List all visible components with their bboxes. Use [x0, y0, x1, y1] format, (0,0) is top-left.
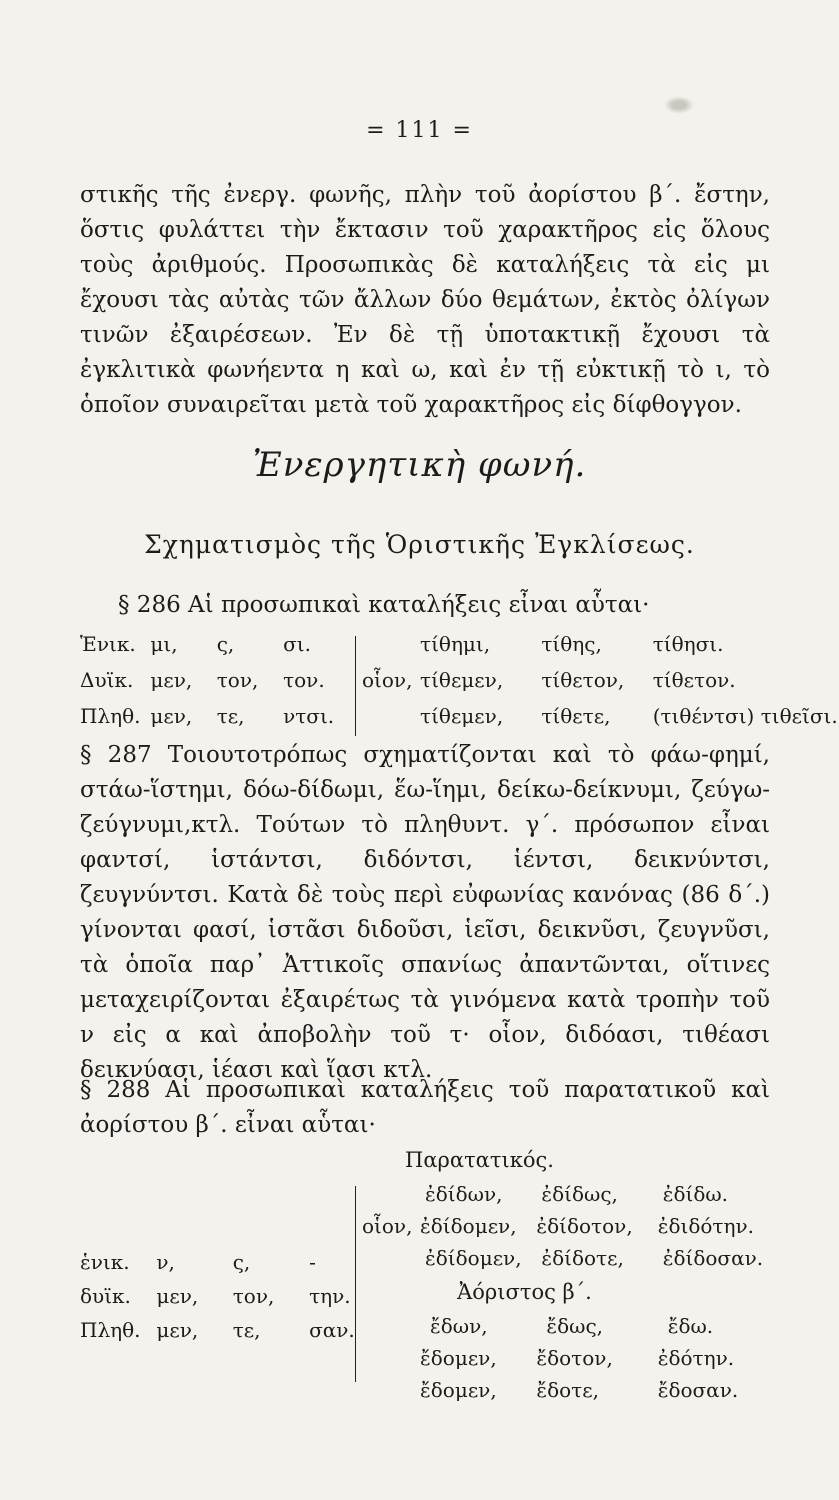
verb-form: ἐδίδοσαν. [662, 1246, 764, 1270]
verb-form: τίθημι, [420, 632, 491, 656]
verb-form: ἔδως, [546, 1314, 603, 1338]
table-row [80, 1318, 355, 1342]
verb-form: ἐδότην. [657, 1346, 735, 1370]
verb-form: ἔδω. [667, 1314, 714, 1338]
verb-form: τίθεμεν, [420, 668, 504, 692]
table-row [420, 1346, 734, 1370]
section-heading: Ἐνεργητικὴ φωνή. [252, 445, 587, 485]
table-row [80, 632, 311, 656]
verb-form: ἐδίδοτον, [536, 1214, 633, 1238]
verb-form: ἔδοσαν. [657, 1378, 739, 1402]
number-label: ἑνικ. [80, 1250, 130, 1274]
ending: τον, [232, 1284, 275, 1308]
verb-form: τίθετε, [541, 704, 611, 728]
ending: τε, [232, 1318, 261, 1342]
paragraph-286: § 286 Αἱ προσωπικαὶ καταλήξεις εἶναι αὗται· [118, 592, 650, 618]
verb-form: ἐδίδοτε, [541, 1246, 624, 1270]
ending: μεν, [150, 704, 193, 728]
table-row [80, 1250, 316, 1274]
ending: τε, [216, 704, 245, 728]
verb-form: ἔδοτον, [536, 1346, 613, 1370]
ink-smudge [664, 96, 694, 114]
ending: - [309, 1250, 316, 1274]
verb-form: τίθεμεν, [420, 704, 504, 728]
verb-form: ἔδομεν, [420, 1346, 497, 1370]
table-row [80, 1284, 351, 1308]
verb-form: τίθης, [541, 632, 602, 656]
ending: μεν, [156, 1318, 199, 1342]
number-label: Πληθ. [80, 704, 141, 728]
verb-form: ἐδιδότην. [657, 1214, 754, 1238]
ending: μι, [150, 632, 178, 656]
ending: τον. [283, 668, 325, 692]
verb-form: (τιθέντσι) τιθεῖσι. [652, 704, 838, 728]
verb-form: ἔδομεν, [420, 1378, 497, 1402]
verb-form: τίθησι. [652, 632, 724, 656]
verb-form: ἐδίδως, [541, 1182, 618, 1206]
table-row [420, 1378, 738, 1402]
ending: τον, [216, 668, 259, 692]
intro-paragraph: στικῆς τῆς ἐνεργ. φωνῆς, πλὴν τοῦ ἀορίστου β΄. ἔστην, ὅστις φυλάττει τὴν ἔκτασιν τοῦ χαρακτῆρος εἰς ὅλους τοὺς ἀριθμούς. Προσωπικὰς δὲ καταλήξεις τὰ εἰς μι ἔχουσι τὰς αὐτὰς τῶν ἄλλων δύο θεμάτων, ἐκτὸς ὀλίγων τινῶν ἐξαιρέσεων. Ἐν δὲ τῇ ὑποτακτικῇ ἔχουσι τὰ ἐγκλιτικὰ φωνήεντα η καὶ ω, καὶ ἐν τῇ εὐκτικῇ τὸ ι, τὸ ὁποῖον συναιρεῖται μετὰ τοῦ χαρακτῆρος εἰς δίφθογγον. [80, 182, 770, 418]
verb-form: ἔδων, [430, 1314, 488, 1338]
table-row [80, 704, 334, 728]
ending: μεν, [150, 668, 193, 692]
ending: την. [309, 1284, 351, 1308]
table-row [420, 704, 838, 728]
ending: ς, [216, 632, 235, 656]
ending: σι. [283, 632, 311, 656]
ending: μεν, [156, 1284, 199, 1308]
section-subheading: Σχηματισμὸς τῆς Ὁριστικῆς Ἐγκλίσεως. [144, 530, 695, 559]
paragraph-287: § 287 Τοιουτοτρόπως σχηματίζονται καὶ τὸ φάω-φημί, στάω-ἵστημι, δόω-δίδωμι, ἕω-ἵημι, δείκω-δείκνυμι, ζεύγω-ζεύγνυμι,κτλ. Τούτων τὸ πληθυντ. γ΄. πρόσωπον εἶναι φαντσί, ἱστάντσι, διδόντσι, ἱέντσι, δεικνύντσι, ζευγνύντσι. Κατὰ δὲ τοὺς περὶ εὐφωνίας κανόνας (86 δ΄.) γίνονται φασί, ἱστᾶσι διδοῦσι, ἱεῖσι, δεικνῦσι, ζευγνῦσι, τὰ ὁποῖα παρ᾽ Ἀττικοῖς σπανίως ἀπαντῶνται, οἵτινες μεταχειρίζονται ἐξαιρέτως τὰ γινόμενα κατὰ τροπὴν τοῦ ν εἰς α καὶ ἀποβολὴν τοῦ τ· οἷον, διδόασι, τιθέασι δεικνύασι, ἱέασι καὶ ἵασι κτλ. [80, 742, 770, 1083]
table-row [430, 1314, 713, 1338]
aorist-title: Ἀόριστος β΄. [457, 1280, 592, 1304]
ending: ντσι. [283, 704, 335, 728]
verb-form: τίθετον, [541, 668, 625, 692]
ending: ν, [156, 1250, 175, 1274]
verb-form: ἐδίδω. [662, 1182, 729, 1206]
table-row [425, 1182, 728, 1206]
table-row [80, 668, 325, 692]
example-prefix: οἷον, [362, 1214, 413, 1238]
example-prefix: οἷον, [362, 668, 413, 692]
table-row [420, 668, 736, 692]
number-label: Ἑνικ. [80, 632, 136, 656]
brace-divider [355, 1186, 356, 1382]
verb-form: ἐδίδων, [425, 1182, 503, 1206]
ending: σαν. [309, 1318, 355, 1342]
number-label: Πληθ. [80, 1318, 141, 1342]
imperfect-title: Παρατατικός. [405, 1148, 554, 1172]
table-row [420, 632, 724, 656]
brace-divider [355, 636, 356, 736]
table-row [420, 1214, 754, 1238]
number-label: Δυϊκ. [80, 668, 134, 692]
verb-form: τίθετον. [652, 668, 736, 692]
verb-form: ἐδίδομεν, [420, 1214, 517, 1238]
number-label: δυϊκ. [80, 1284, 131, 1308]
paragraph-288: § 288 Αἱ προσωπικαὶ καταλήξεις τοῦ παρατατικοῦ καὶ ἀορίστου β΄. εἶναι αὗται· [80, 1077, 770, 1138]
table-row [425, 1246, 763, 1270]
verb-form: ἔδοτε, [536, 1378, 599, 1402]
ending: ς, [232, 1250, 251, 1274]
verb-form: ἐδίδομεν, [425, 1246, 522, 1270]
page-number: = 111 = [366, 118, 473, 143]
